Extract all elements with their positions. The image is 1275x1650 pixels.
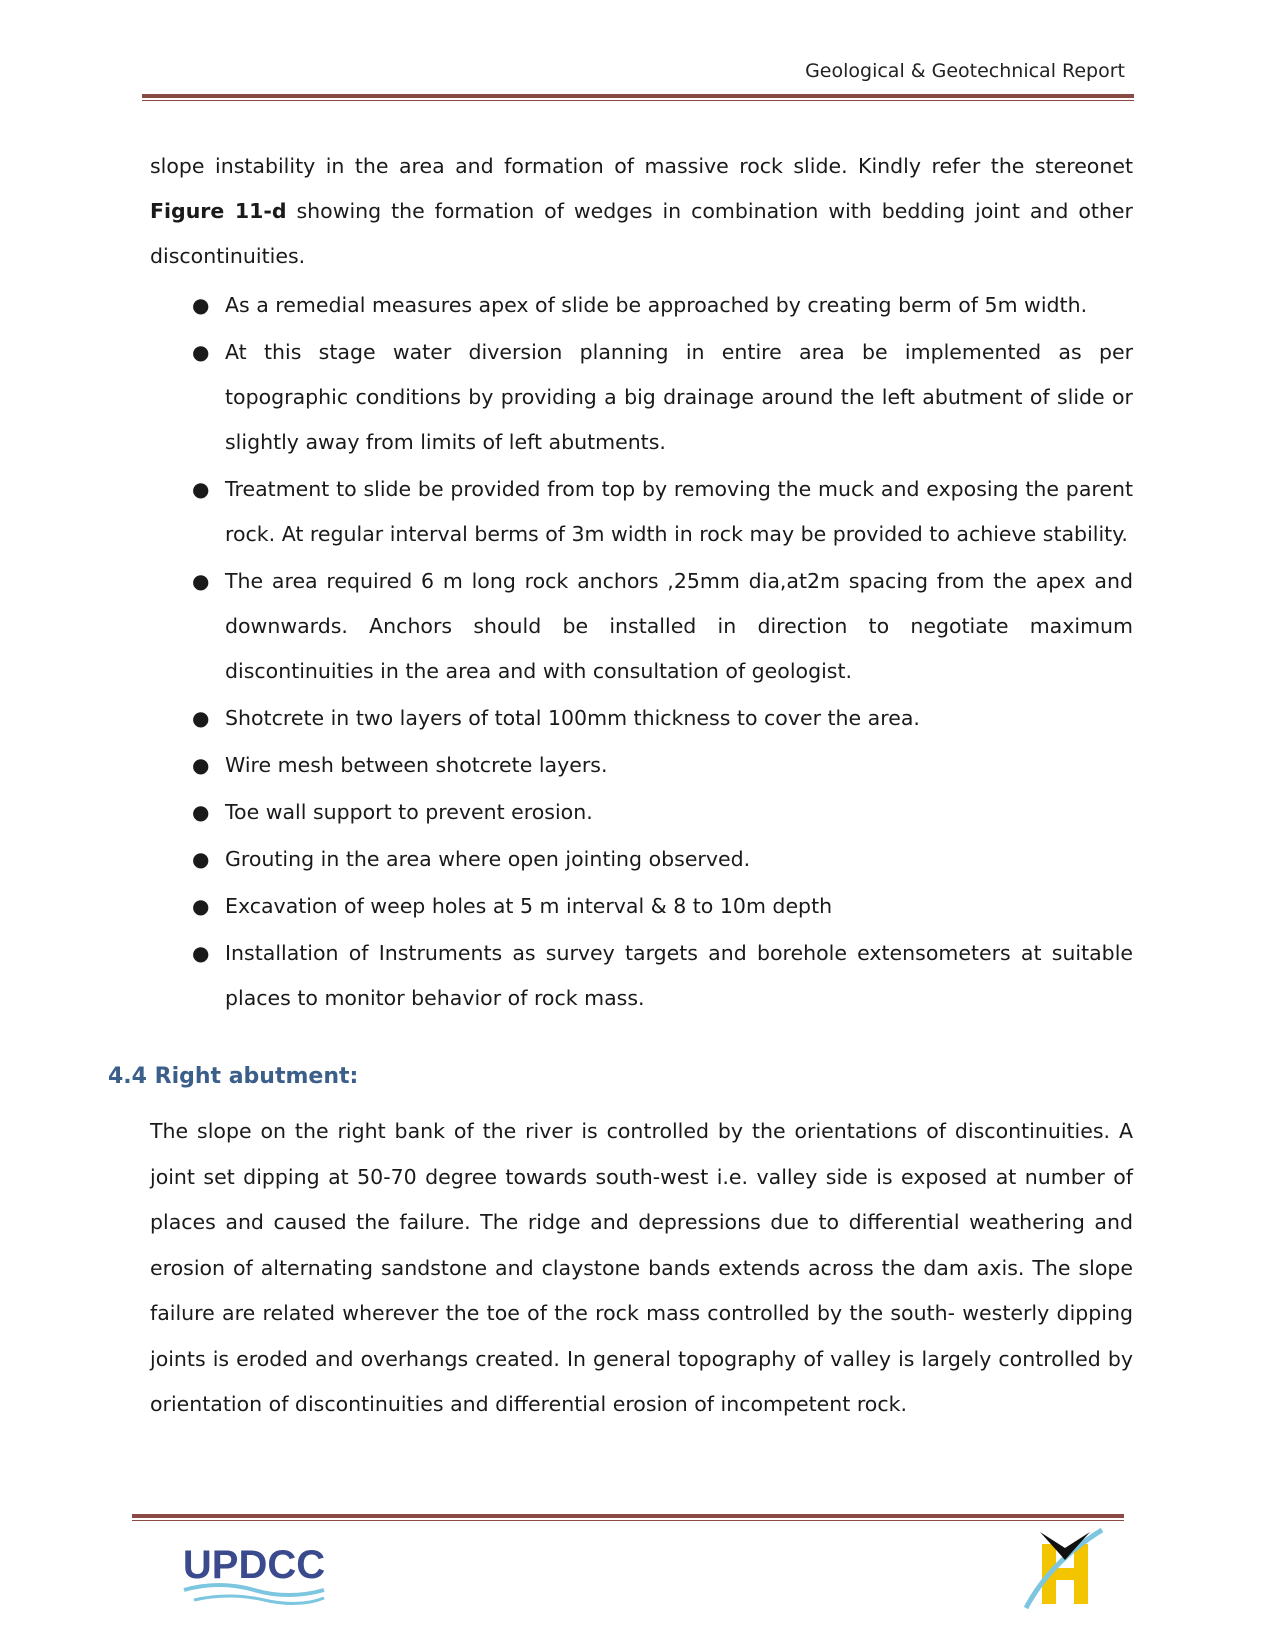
bullet-icon: ● xyxy=(192,477,210,501)
figure-reference: Figure 11-d xyxy=(150,199,287,223)
list-item-text: The area required 6 m long rock anchors ,25mm dia,at2m spacing from the apex and downwards. Anchors should be installed in direction to negotiate maximum discontinuities in the area and with consultation of geologist. xyxy=(225,569,1133,683)
list-item-text: At this stage water diversion planning in entire area be implemented as per topographic conditions by providing a big drainage around the left abutment of slide or slightly away from limits of left abutments. xyxy=(225,340,1133,454)
bullet-icon: ● xyxy=(192,894,210,918)
footer-rule xyxy=(132,1514,1124,1521)
list-item-text: Wire mesh between shotcrete layers. xyxy=(225,753,608,777)
list-item xyxy=(150,696,1133,741)
intro-text-start: slope instability in the area and formation of massive rock slide. Kindly refer the stereonet xyxy=(150,154,1133,178)
bullet-icon: ● xyxy=(192,706,210,730)
eagle-h-logo xyxy=(1020,1522,1110,1612)
bullet-icon: ● xyxy=(192,800,210,824)
updcc-logo xyxy=(174,1532,334,1612)
list-item-text: Toe wall support to prevent erosion. xyxy=(225,800,593,824)
bullet-icon: ● xyxy=(192,847,210,871)
bullet-icon: ● xyxy=(192,569,210,593)
list-item xyxy=(150,743,1133,788)
list-item xyxy=(150,467,1133,557)
list-item xyxy=(150,837,1133,882)
main-content xyxy=(150,144,1133,1023)
bullet-icon: ● xyxy=(192,340,210,364)
bullet-icon: ● xyxy=(192,293,210,317)
list-item-text: As a remedial measures apex of slide be approached by creating berm of 5m width. xyxy=(225,293,1088,317)
list-item xyxy=(150,559,1133,694)
list-item xyxy=(150,884,1133,929)
header-rule xyxy=(142,94,1134,101)
list-item xyxy=(150,330,1133,465)
section-body-paragraph: The slope on the right bank of the river is controlled by the orientations of discontinuities. A joint set dipping at 50-70 degree towards south-west i.e. valley side is exposed at number of places and caused the failure. The ridge and depressions due to differential weathering and erosion of alternating sandstone and claystone bands extends across the dam axis. The slope failure are related wherever the toe of the rock mass controlled by the south- westerly dipping joints is eroded and overhangs created. In general topography of valley is largely controlled by orientation of discontinuities and differential erosion of incompetent rock. xyxy=(150,1119,1133,1416)
remedial-measures-list xyxy=(150,283,1133,1021)
list-item xyxy=(150,283,1133,328)
intro-paragraph xyxy=(150,144,1133,279)
intro-text-end: showing the formation of wedges in combination with bedding joint and other discontinuities. xyxy=(150,199,1133,268)
list-item-text: Installation of Instruments as survey targets and borehole extensometers at suitable places to monitor behavior of rock mass. xyxy=(225,941,1133,1010)
list-item xyxy=(150,790,1133,835)
section-heading: 4.4 Right abutment: xyxy=(108,1064,359,1089)
bullet-icon: ● xyxy=(192,753,210,777)
list-item-text: Excavation of weep holes at 5 m interval & 8 to 10m depth xyxy=(225,894,833,918)
page-header-title: Geological & Geotechnical Report xyxy=(805,60,1125,82)
list-item xyxy=(150,931,1133,1021)
bullet-icon: ● xyxy=(192,941,210,965)
list-item-text: Treatment to slide be provided from top by removing the muck and exposing the parent rock. At regular interval berms of 3m width in rock may be provided to achieve stability. xyxy=(225,477,1133,546)
list-item-text: Shotcrete in two layers of total 100mm thickness to cover the area. xyxy=(225,706,920,730)
updcc-logo-text: UPDCC xyxy=(182,1543,326,1587)
list-item-text: Grouting in the area where open jointing observed. xyxy=(225,847,751,871)
